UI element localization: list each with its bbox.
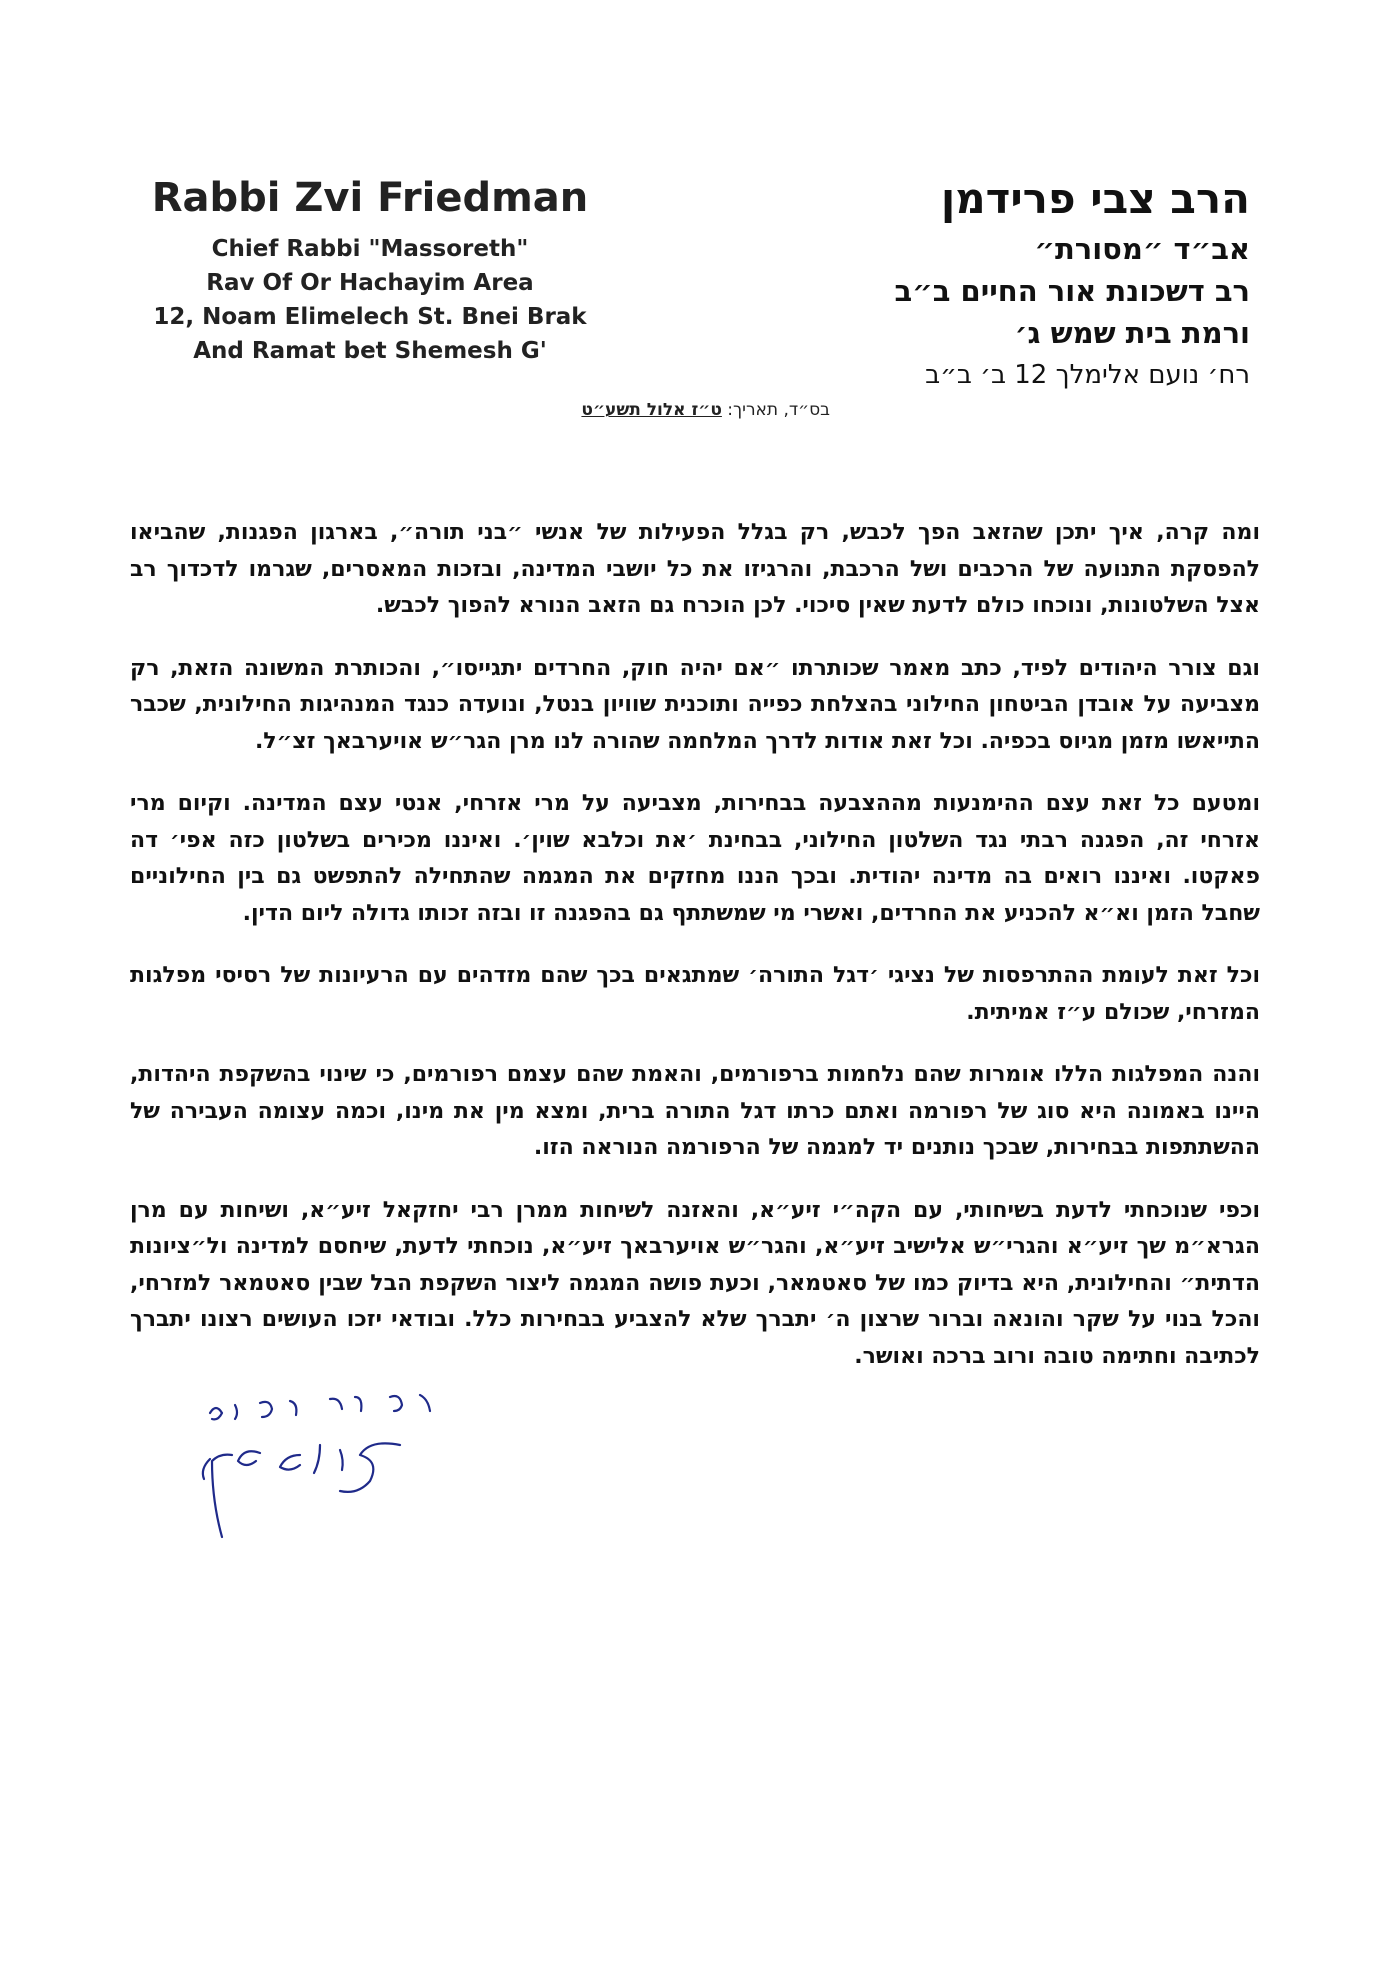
date-value: ט״ז אלול תשע״ט <box>581 400 722 420</box>
sender-area-english: Rav Of Or Hachayim Area <box>206 270 534 296</box>
sender-address2-english: And Ramat bet Shemesh G' <box>193 338 547 364</box>
sender-name-english: Rabbi Zvi Friedman <box>151 175 589 221</box>
paragraph-2: וגם צורר היהודים לפיד, כתב מאמר שכותרתו ״אם יהיה חוק, החרדים יתגייסו״, והכותרת המשונה הזאת, רק מצביעה על אובדן הביטחון החילוני בהצלחת כפייה ותוכנית שוויון בנטל, ונועדה כנגד המנהיגות החילונית, שכבר התייאשו מזמן מגיוס בכפיה. וכל זאת אודות לדרך המלחמה שהורה לנו מרן הגר״ש אויערבאך זצ״ל. <box>130 655 1260 754</box>
paragraph-1: ומה קרה, איך יתכן שהזאב הפך לכבש, רק בגלל הפעילות של אנשי ״בני תורה״, בארגון הפגנות, שהביאו להפסקת התנועה של הרכבים ושל הרכבת, והרגיזו את כל יושבי המדינה, ובזכות המאסרים, שגרמו לדכדוך רב אצל השלטונות, ונוכחו כולם לדעת שאין סיכוי. לכן הוכרח גם הזאב הנורא להפוך לכבש. <box>130 520 1260 618</box>
handwritten-signature <box>140 1375 480 1575</box>
sender-title-english: Chief Rabbi "Massoreth" <box>211 236 529 262</box>
date-line <box>300 400 830 420</box>
sender-address-hebrew: רח׳ נועם אלימלך 12 ב׳ ב״ב <box>925 360 1250 390</box>
sender-name-hebrew: הרב צבי פרידמן <box>940 174 1250 223</box>
sender-address-english: 12, Noam Elimelech St. Bnei Brak <box>153 304 587 330</box>
signature-icon <box>140 1375 480 1575</box>
letter-body <box>130 515 1260 1401</box>
date-prefix: בס״ד, תאריך: <box>727 400 830 420</box>
paragraph-5: והנה המפלגות הללו אומרות שהם נלחמות ברפורמים, והאמת שהם עצמם רפורמים, כי שינוי בהשקפת היהדות, היינו באמונה היא סוג של רפורמה ואתם כרתו דגל התורה ברית, ומצא מין את מינו, וכמה עצומה העבירה של ההשתתפות בבחירות, שבכך נותנים יד למגמה של הרפורמה הנוראה הזו. <box>130 1062 1260 1160</box>
sender-title-hebrew: אב״ד ״מסורת״ <box>1034 232 1250 266</box>
header-english <box>150 170 590 368</box>
paragraph-3: ומטעם כל זאת עצם ההימנעות מההצבעה בבחירות, מצביעה על מרי אזרחי, אנטי עצם המדינה. וקיום מרי אזרחי זה, הפגנה רבתי נגד השלטון החילוני, בבחינת ׳את וכלבא שוין׳. ואיננו מכירים בשלטון כזה אפי׳ דה פאקטו. ואיננו רואים בה מדינה יהודית. ובכך הננו מחזקים את המגמה שהתחילה להתפשט גם בין החילוניים שחבל הזמן וא״א להכניע את החרדים, ואשרי מי שמשתתף גם בהפגנה זו ובזה זכותו גדולה ליום הדין. <box>130 791 1260 926</box>
paragraph-4: וכל זאת לעומת ההתרפסות של נציגי ׳דגל התורה׳ שמתגאים בכך שהם מזדהים עם הרעיונות של רסיסי מפלגות המזרחי, שכולם ע״ז אמיתית. <box>130 963 1260 1025</box>
sender-area-hebrew: רב דשכונת אור החיים ב״ב <box>894 274 1250 308</box>
paragraph-6: וכפי שנוכחתי לדעת בשיחותי, עם הקה״י זיע״א, והאזנה לשיחות ממרן רבי יחזקאל זיע״א, ושיחות עם מרן הגרא״מ שך זיע״א והגרי״ש אלישיב זיע״א, והגר״ש אויערבאך זיע״א, נוכחתי לדעת, שיחסם למדינה ול״ציונות הדתית״ והחילונית, היא בדיוק כמו של סאטמאר, וכעת פושה המגמה ליצור השקפת הבל שבין סאטמאר למזרחי, והכל בנוי על שקר והונאה וברור שרצון ה׳ יתברך שלא להצביע בבחירות כלל. ובודאי יזכו העושים רצונו יתברך לכתיבה וחתימה טובה ורוב ברכה ואושר. <box>130 1197 1260 1369</box>
header-hebrew <box>880 170 1250 396</box>
sender-area2-hebrew: ורמת בית שמש ג׳ <box>1014 316 1250 350</box>
